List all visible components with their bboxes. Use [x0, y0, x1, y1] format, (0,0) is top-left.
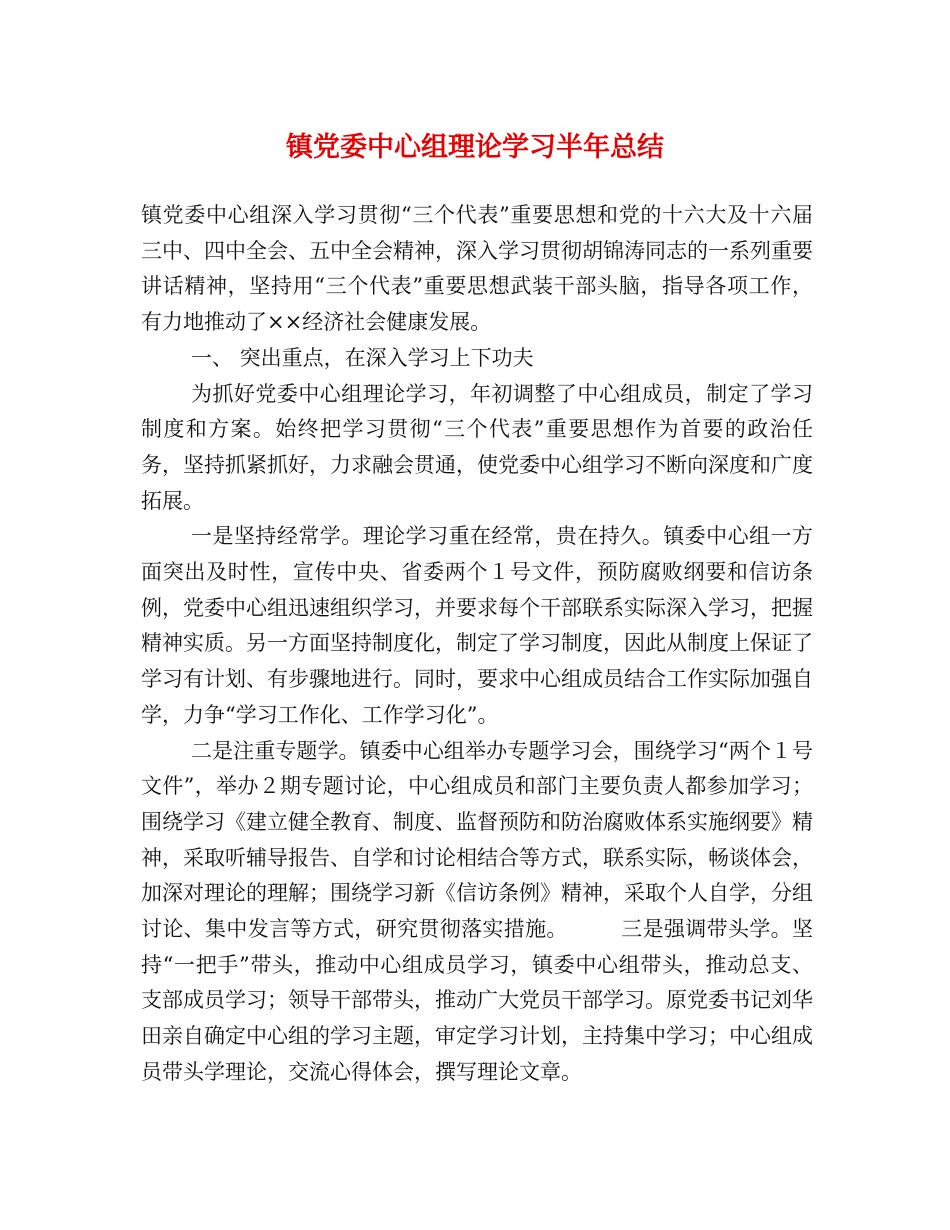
section-heading-1: 一、 突出重点，在深入学习上下功夫	[191, 345, 534, 370]
body-paragraph: 为抓好党委中心组理论学习，年初调整了中心组成员，制定了学习制度和方案。始终把学习贯彻“三个代表”重要思想作为首要的政治任务，坚持抓紧抓好，力求融会贯通，使党委中心组学习不断向深度和广度拓展。	[141, 381, 813, 513]
intro-paragraph: 镇党委中心组深入学习贯彻“三个代表”重要思想和党的十六大及十六届三中、四中全会、五中全会精神，深入学习贯彻胡锦涛同志的一系列重要讲话精神，坚持用“三个代表”重要思想武装干部头脑，指导各项工作，有力地推动了××经济社会健康发展。	[141, 203, 813, 335]
body-paragraph: 一是坚持经常学。理论学习重在经常，贵在持久。镇委中心组一方面突出及时性，宣传中央、省委两个１号文件，预防腐败纲要和信访条例，党委中心组迅速组织学习，并要求每个干部联系实际深入学习，把握精神实质。另一方面坚持制度化，制定了学习制度，因此从制度上保证了学习有计划、有步骤地进行。同时，要求中心组成员结合工作实际加强自学，力争“学习工作化、工作学习化”。	[141, 524, 813, 727]
body-paragraph: 二是注重专题学。镇委中心组举办专题学习会，围绕学习“两个１号文件”，举办２期专题讨论，中心组成员和部门主要负责人都参加学习；围绕学习《建立健全教育、制度、监督预防和防治腐败体系实施纲要》精神，采取听辅导报告、自学和讨论相结合等方式，联系实际，畅谈体会，加深对理论的理解；围绕学习新《信访条例》精神，采取个人自学，分组讨论、集中发言等方式，研究贯彻落实措施。 三是强调带头学。坚持“一把手”带头，推动中心组成员学习，镇委中心组带头，推动总支、支部成员学习；领导干部带头，推动广大党员干部学习。原党委书记刘华田亲自确定中心组的学习主题，审定学习计划，主持集中学习；中心组成员带头学理论，交流心得体会，撰写理论文章。	[141, 738, 813, 1084]
document-body	[141, 198, 813, 1091]
document-title: 镇党委中心组理论学习半年总结	[286, 132, 664, 163]
